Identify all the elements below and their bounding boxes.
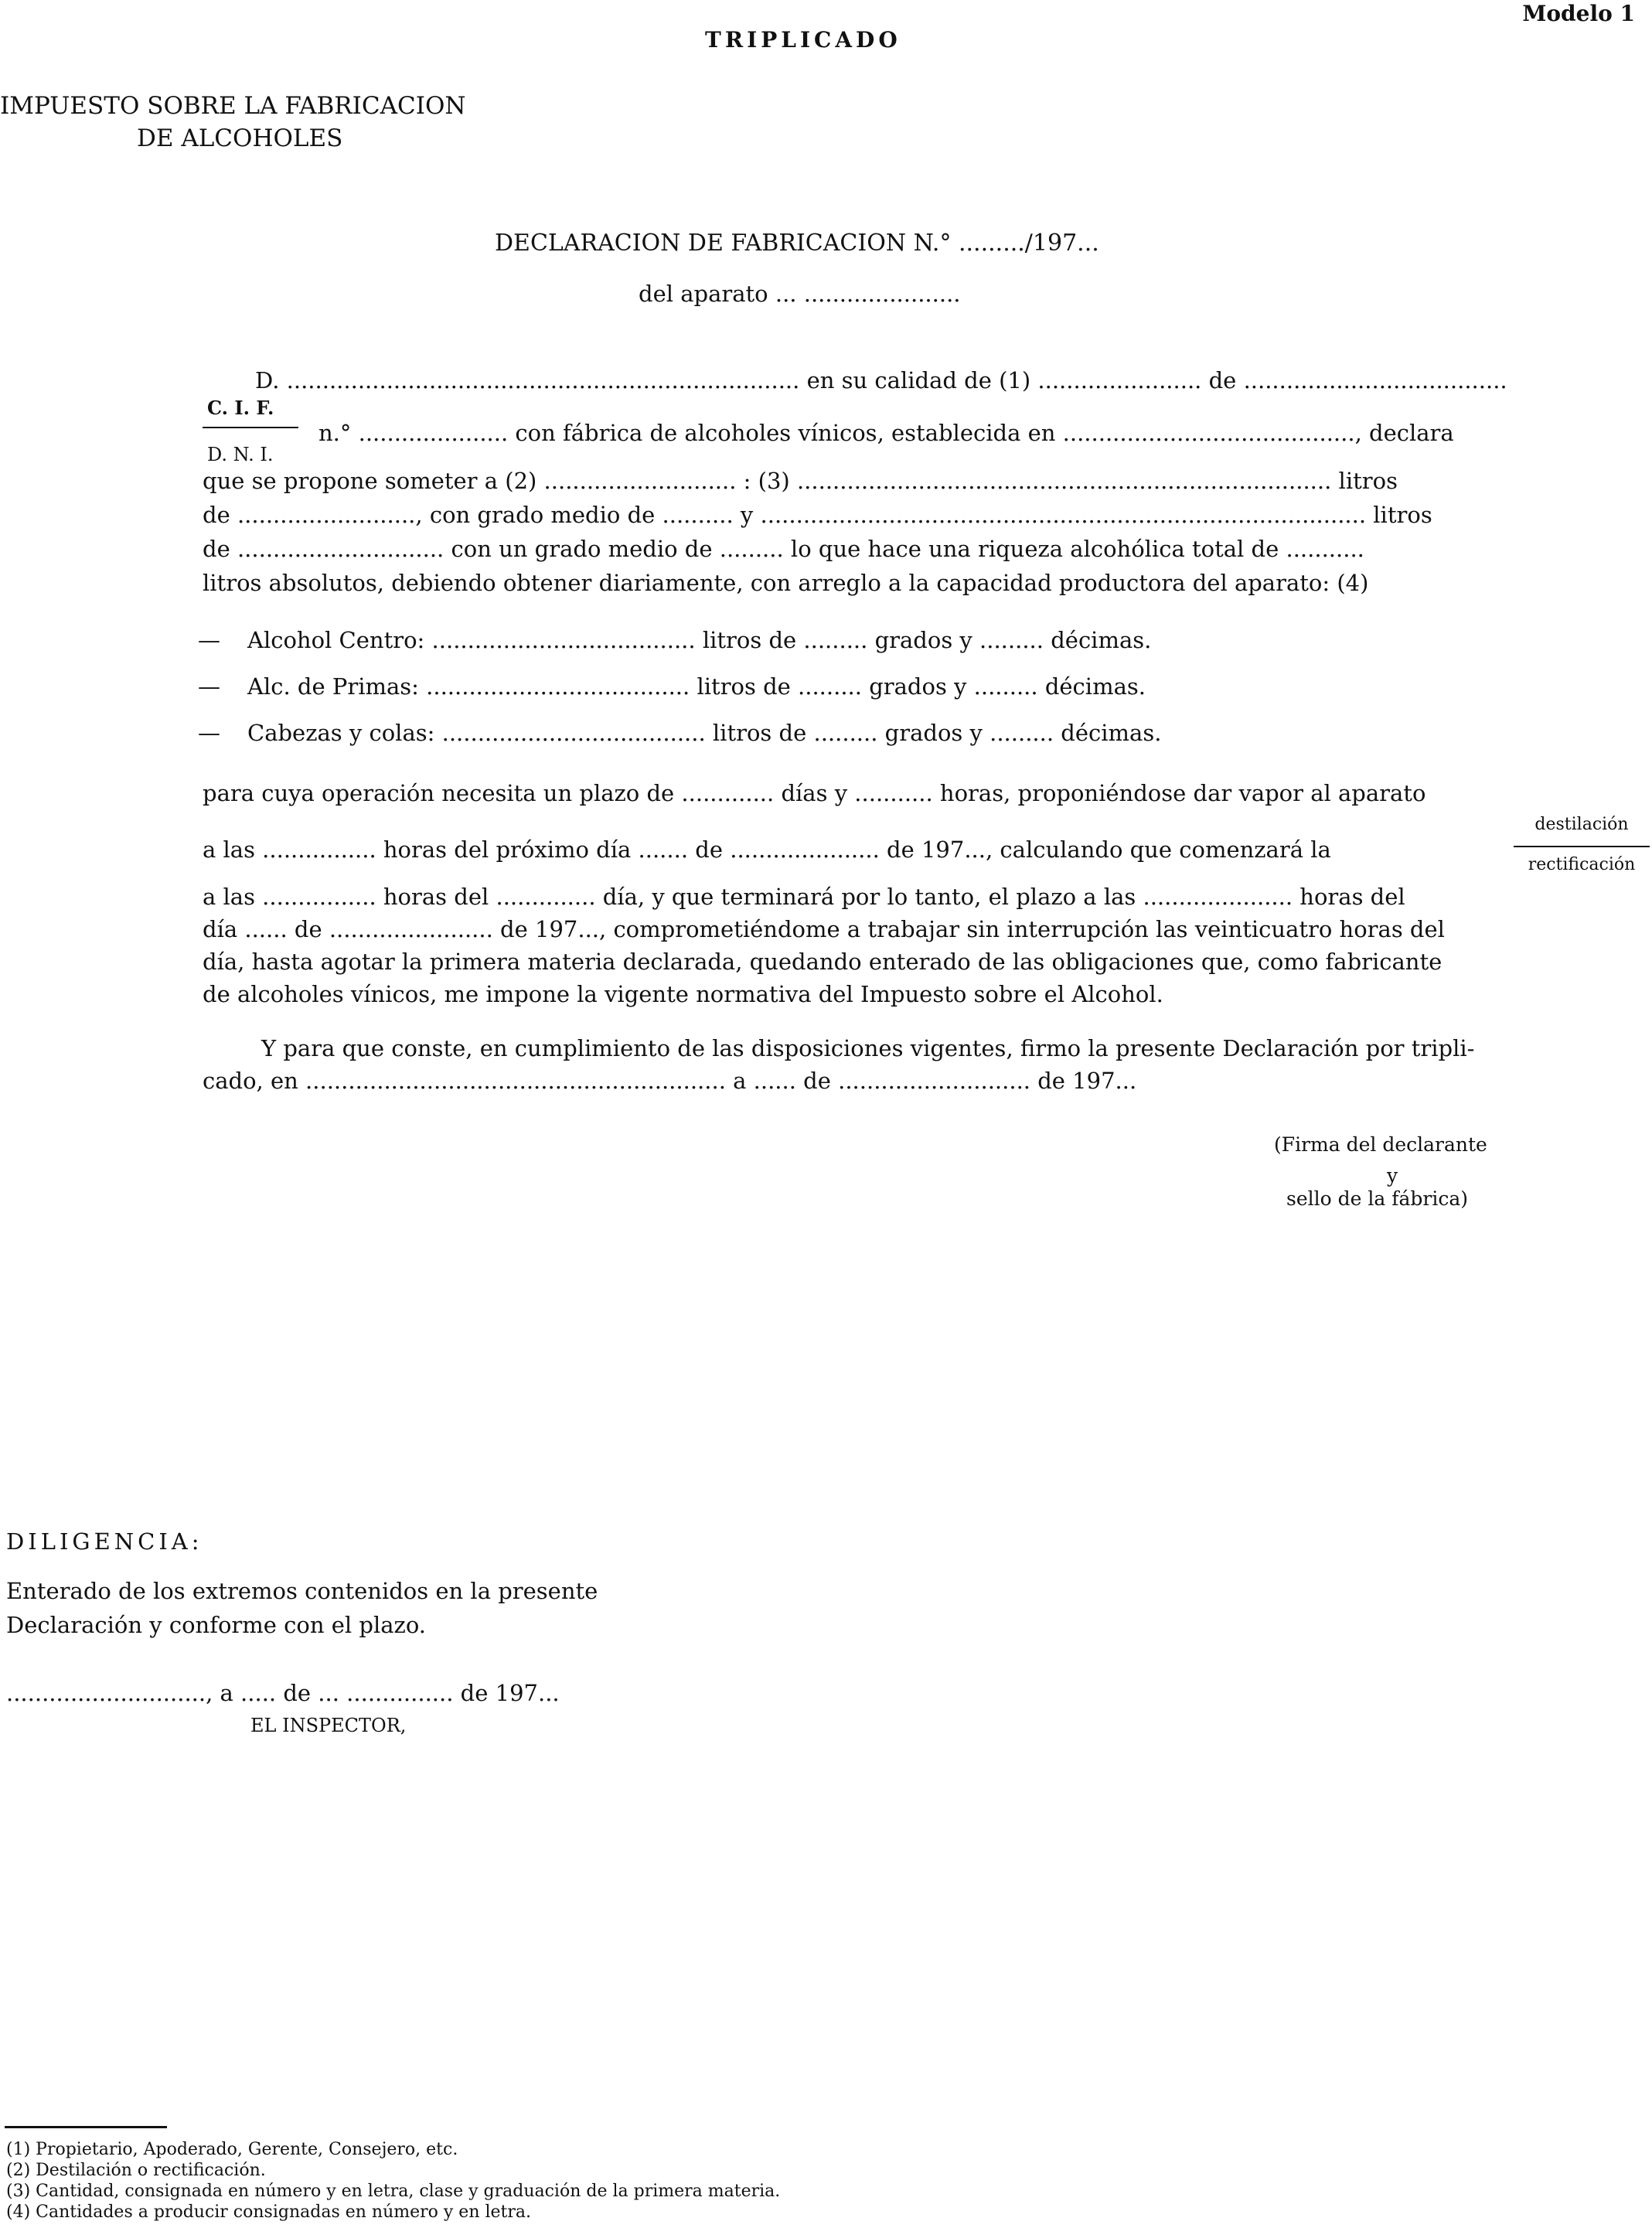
item-alc-primas: Alc. de Primas: ..................................... litros de ......... grados y ......... décimas. bbox=[247, 673, 1146, 700]
cif-divider bbox=[203, 427, 298, 428]
fraction-divider bbox=[1514, 846, 1650, 847]
term-line: para cuya operación necesita un plazo de ............. días y ........... horas, proponiéndose dar vapor al aparato bbox=[203, 780, 1426, 806]
diligencia-date-line: ............................, a ..... de ... ............... de 197... bbox=[6, 1680, 560, 1706]
footnote-2: (2) Destilación o rectificación. bbox=[6, 2161, 266, 2180]
cif-label: C. I. F. bbox=[207, 397, 274, 419]
submission-line: que se propone someter a (2) ........................... : (3) ........................................................................... litros bbox=[203, 468, 1398, 494]
regulation-line: de alcoholes vínicos, me impone la vigente normativa del Impuesto sobre el Alcohol. bbox=[203, 981, 1163, 1007]
dni-label: D. N. I. bbox=[207, 444, 274, 465]
signature-line3: sello de la fábrica) bbox=[1286, 1187, 1468, 1210]
footnote-4: (4) Cantidades a producir consignadas en número y en letra. bbox=[6, 2202, 532, 2222]
item-cabezas-colas: Cabezas y colas: ..................................... litros de ......... grados y ......... décimas. bbox=[247, 720, 1162, 746]
rectification-label: rectificación bbox=[1528, 855, 1636, 874]
tax-title-line2: DE ALCOHOLES bbox=[137, 124, 343, 152]
diligencia-text1: Enterado de los extremos contenidos en la presente bbox=[6, 1578, 598, 1604]
factory-line: n.° ..................... con fábrica de alcoholes vínicos, establecida en ........................................., declara bbox=[318, 420, 1454, 446]
footnote-3: (3) Cantidad, consignada en número y en letra, clase y graduación de la primera materia. bbox=[6, 2182, 781, 2201]
footnote-divider bbox=[5, 2126, 167, 2128]
inspector-label: EL INSPECTOR, bbox=[250, 1715, 407, 1736]
declaration-title: DECLARACION DE FABRICACION N.° ........./197... bbox=[495, 230, 1099, 257]
item-dash-3: — bbox=[198, 720, 220, 746]
grade-line: de ........................., con grado medio de .......... y ..................................................................................... litros bbox=[203, 502, 1432, 528]
item-dash-2: — bbox=[198, 673, 220, 700]
distillation-label: destilación bbox=[1534, 815, 1629, 834]
copy-label: TRIPLICADO bbox=[705, 27, 901, 53]
capacity-line: litros absolutos, debiendo obtener diariamente, con arreglo a la capacidad productora del aparato: (4) bbox=[203, 570, 1369, 596]
model-number: Modelo 1 bbox=[1522, 1, 1635, 26]
diligencia-text2: Declaración y conforme con el plazo. bbox=[6, 1612, 426, 1638]
richness-line: de ............................. con un grado medio de ......... lo que hace una riqueza alcohólica total de ........... bbox=[203, 536, 1364, 562]
signature-line2: y bbox=[1387, 1164, 1398, 1187]
apparatus-line: del aparato ... ...................... bbox=[639, 281, 961, 307]
sign-statement-line1: Y para que conste, en cumplimiento de las disposiciones vigentes, firmo la presente Declaración por tripli- bbox=[261, 1035, 1475, 1061]
item-alcohol-centro: Alcohol Centro: ..................................... litros de ......... grados y ......... décimas. bbox=[247, 627, 1152, 653]
obligations-line: día, hasta agotar la primera materia declarada, quedando enterado de las obligaciones que, como fabricante bbox=[203, 949, 1443, 975]
footnote-1: (1) Propietario, Apoderado, Gerente, Consejero, etc. bbox=[6, 2140, 458, 2159]
sign-statement-line2: cado, en ........................................................... a ...... de ........................... de 197... bbox=[203, 1068, 1137, 1094]
declarant-line: D. ........................................................................ en su calidad de (1) ....................... de ..................................... bbox=[255, 367, 1507, 393]
commitment-line: día ...... de ....................... de 197..., comprometiéndome a trabajar sin interrupción las veinticuatro horas del bbox=[203, 916, 1445, 942]
end-line: a las ................ horas del .............. día, y que terminará por lo tanto, el plazo a las ..................... horas del bbox=[203, 884, 1405, 910]
diligencia-heading: DILIGENCIA: bbox=[6, 1528, 203, 1555]
start-line: a las ................ horas del próximo día ....... de ..................... de 197..., calculando que comenzará la bbox=[203, 836, 1331, 863]
tax-title-line1: IMPUESTO SOBRE LA FABRICACION bbox=[0, 92, 466, 120]
signature-line1: (Firma del declarante bbox=[1274, 1133, 1487, 1156]
item-dash-1: — bbox=[198, 627, 220, 653]
